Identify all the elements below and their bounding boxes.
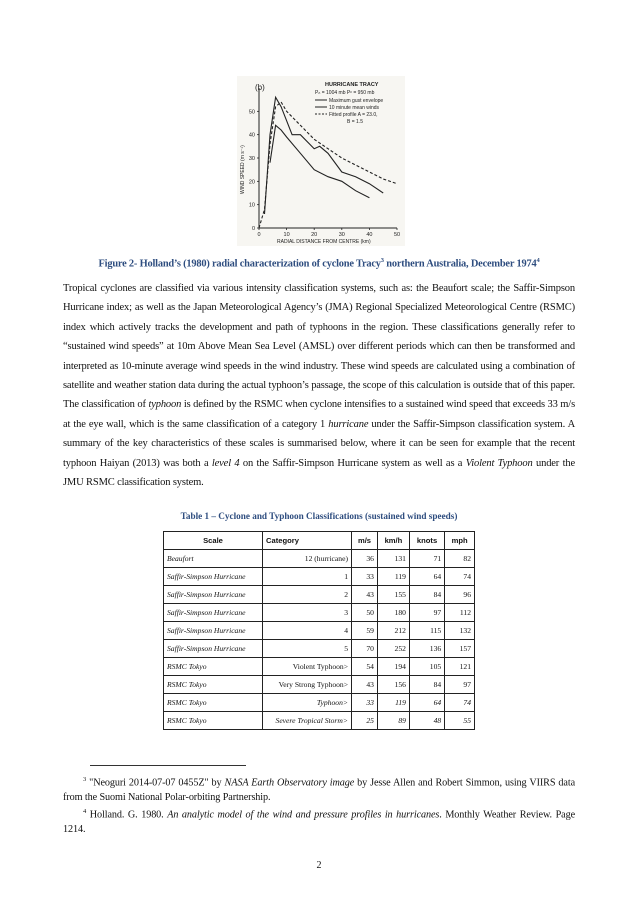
body-text-3: under the Saffir-Simpson classification system. A summary of the key characteristics of these scales is summarised below, where it can be seen for example that the recent typhoon Haiyan (2013) was both a	[63, 418, 575, 469]
cell-scale: RSMC Tokyo	[164, 712, 263, 730]
header-ms: m/s	[352, 532, 378, 550]
header-mph: mph	[445, 532, 475, 550]
cell-knots: 64	[409, 694, 444, 712]
caption-footnote-ref-4[interactable]: 4	[536, 257, 540, 264]
header-knots: knots	[409, 532, 444, 550]
header-scale: Scale	[164, 532, 263, 550]
cell-kmh: 180	[377, 604, 409, 622]
cell-scale: Saffir-Simpson Hurricane	[164, 640, 263, 658]
y-tick-label: 20	[248, 179, 255, 186]
x-tick-label: 40	[366, 232, 373, 238]
y-tick-label: 30	[248, 156, 255, 162]
table-row	[164, 712, 475, 730]
cell-knots: 84	[409, 676, 444, 694]
cell-knots: 115	[409, 622, 444, 640]
header-kmh: km/h	[377, 532, 409, 550]
cell-ms: 54	[352, 658, 378, 676]
footnote-separator	[90, 765, 246, 766]
cell-scale: Saffir-Simpson Hurricane	[164, 568, 263, 586]
cell-knots: 71	[409, 550, 444, 568]
body-emphasis-violent-typhoon: Violent Typhoon	[465, 457, 533, 469]
x-tick-label: 30	[338, 232, 345, 238]
cell-mph: 121	[445, 658, 475, 676]
cell-kmh: 89	[377, 712, 409, 730]
body-text-2: is defined by the RSMC when cyclone intensifies to a sustained wind speed that exceeds 33 m/s at the eye wall, which is the same classification of a category 1	[63, 399, 576, 430]
table-row	[164, 550, 475, 568]
legend-entry-fitted-b: B = 1.5	[347, 119, 363, 125]
footnote-3-text-a: "Neoguri 2014-07-07 0455Z" by	[89, 777, 225, 789]
table-header-row	[164, 532, 475, 550]
body-emphasis-level4: level 4	[211, 457, 240, 469]
table-caption: Table 1 – Cyclone and Typhoon Classifications (sustained wind speeds)	[180, 511, 458, 521]
header-category: Category	[263, 532, 352, 550]
cell-mph: 96	[445, 586, 475, 604]
body-text-4: on the Saffir-Simpson Hurricane system as well as a	[239, 457, 466, 469]
cell-scale: RSMC Tokyo	[164, 658, 263, 676]
page-number: 2	[316, 860, 322, 871]
footnote-4-text-a: Holland. G. 1980.	[86, 809, 168, 821]
cell-mph: 132	[445, 622, 475, 640]
cell-ms: 43	[352, 586, 378, 604]
cell-ms: 33	[352, 568, 378, 586]
cell-kmh: 194	[377, 658, 409, 676]
cell-category: 2	[263, 586, 352, 604]
cell-kmh: 155	[377, 586, 409, 604]
cell-mph: 157	[445, 640, 475, 658]
y-tick-label: 50	[248, 109, 255, 116]
footnote-3-text-b: by Jesse Allen and Robert Simmon, using VIIRS data from the Suomi National Polar-orbiting Partnership.	[63, 777, 575, 803]
body-emphasis-typhoon: typhoon	[148, 399, 182, 411]
cell-scale: Saffir-Simpson Hurricane	[164, 604, 263, 622]
table-row	[164, 658, 475, 676]
legend-entry-fitted: Fitted profile A = 23.0,	[329, 112, 378, 118]
wind-profile-figure	[237, 76, 405, 246]
cell-category: 3	[263, 604, 352, 622]
caption-footnote-ref-3[interactable]: 3	[380, 257, 384, 264]
footnote-3-emphasis: NASA Earth Observatory image	[224, 777, 355, 789]
footnote-number-3: 3	[83, 776, 87, 783]
footnote-4	[63, 805, 575, 838]
x-tick-label: 20	[311, 232, 318, 238]
cell-ms: 33	[352, 694, 378, 712]
body-paragraph	[63, 279, 575, 492]
y-tick-label: 0	[251, 226, 255, 232]
body-text-1: Tropical cyclones are classified via various intensity classification systems, such as: the Beaufort scale; the Saffir-Simpson Hurricane index; as well as the Japan Meteorological Agency’s (JMA) Regional Specialized Meteorological Centre (RSMC) index which actively tracks the development and path of typhoons in the region. These classifications generally refer to “sustained wind speeds” at 10m Above Mean Sea Level (AMSL) over different periods which can then be transformed and interpreted as 10-minute average wind speeds in the wind industry. These wind speeds are calculated using a combination of satellite and weather station data during the actual typhoon’s passage, the scope of this calculation is outside that of this paper. The classification of	[63, 283, 575, 411]
cell-scale: Saffir-Simpson Hurricane	[164, 586, 263, 604]
cell-ms: 50	[352, 604, 378, 622]
y-axis-label: WIND SPEED (m s⁻¹)	[240, 145, 246, 194]
cell-category: Violent Typhoon>	[263, 658, 352, 676]
cell-category: Very Strong Typhoon>	[263, 676, 352, 694]
cell-kmh: 252	[377, 640, 409, 658]
cell-kmh: 119	[377, 694, 409, 712]
x-tick-label: 10	[283, 232, 290, 238]
cell-knots: 105	[409, 658, 444, 676]
cell-category: 5	[263, 640, 352, 658]
figure-caption	[0, 257, 638, 269]
cell-scale: RSMC Tokyo	[164, 694, 263, 712]
y-tick-label: 10	[248, 202, 255, 209]
caption-text-2: northern Australia, December 1974	[383, 258, 537, 270]
legend-entry-gust: Maximum gust envelope	[329, 98, 384, 104]
table-row	[164, 586, 475, 604]
cell-mph: 97	[445, 676, 475, 694]
cell-knots: 48	[409, 712, 444, 730]
cell-knots: 97	[409, 604, 444, 622]
cell-knots: 64	[409, 568, 444, 586]
cell-mph: 82	[445, 550, 475, 568]
cell-mph: 74	[445, 694, 475, 712]
cell-kmh: 156	[377, 676, 409, 694]
body-text-5: under the JMU RSMC classification system.	[63, 457, 575, 489]
table-row	[164, 676, 475, 694]
cell-ms: 36	[352, 550, 378, 568]
y-tick-label: 40	[248, 132, 255, 139]
table-row	[164, 622, 475, 640]
cell-category: 1	[263, 568, 352, 586]
cell-category: 12 (hurricane)	[263, 550, 352, 568]
legend-title: HURRICANE TRACY	[325, 82, 379, 88]
cell-ms: 70	[352, 640, 378, 658]
x-axis-label: RADIAL DISTANCE FROM CENTRE (km)	[277, 239, 371, 245]
footnote-3	[63, 773, 575, 806]
cell-scale: Beaufort	[164, 550, 263, 568]
table-row	[164, 604, 475, 622]
cell-kmh: 212	[377, 622, 409, 640]
table-row	[164, 568, 475, 586]
cell-scale: RSMC Tokyo	[164, 676, 263, 694]
footnote-4-emphasis: An analytic model of the wind and pressure profiles in hurricanes	[167, 809, 440, 821]
cell-mph: 112	[445, 604, 475, 622]
classification-table	[163, 531, 475, 730]
cell-mph: 74	[445, 568, 475, 586]
cell-kmh: 131	[377, 550, 409, 568]
body-emphasis-hurricane: hurricane	[328, 418, 369, 430]
cell-knots: 136	[409, 640, 444, 658]
cell-knots: 84	[409, 586, 444, 604]
cell-ms: 59	[352, 622, 378, 640]
cell-ms: 43	[352, 676, 378, 694]
legend-entry-mean: 10 minute mean winds	[329, 105, 380, 111]
panel-label: (b)	[255, 83, 265, 92]
wind-profile-chart	[237, 76, 405, 246]
footnote-4-text-b: . Monthly Weather Review. Page 1214.	[63, 809, 575, 835]
table-body	[164, 550, 475, 730]
cell-mph: 55	[445, 712, 475, 730]
legend-params: Pₙ = 1004 mb Pᶜ = 950 mb	[315, 90, 375, 96]
x-tick-label: 50	[393, 232, 401, 238]
table-row	[164, 694, 475, 712]
table-row	[164, 640, 475, 658]
cell-kmh: 119	[377, 568, 409, 586]
caption-text: Figure 2- Holland’s (1980) radial characterization of cyclone Tracy	[98, 258, 381, 270]
cell-category: 4	[263, 622, 352, 640]
cell-category: Severe Tropical Storm>	[263, 712, 352, 730]
x-tick-label: 0	[257, 232, 261, 238]
cell-scale: Saffir-Simpson Hurricane	[164, 622, 263, 640]
cell-ms: 25	[352, 712, 378, 730]
footnote-number-4: 4	[83, 808, 87, 815]
body-text	[63, 279, 575, 492]
cell-category: Typhoon>	[263, 694, 352, 712]
